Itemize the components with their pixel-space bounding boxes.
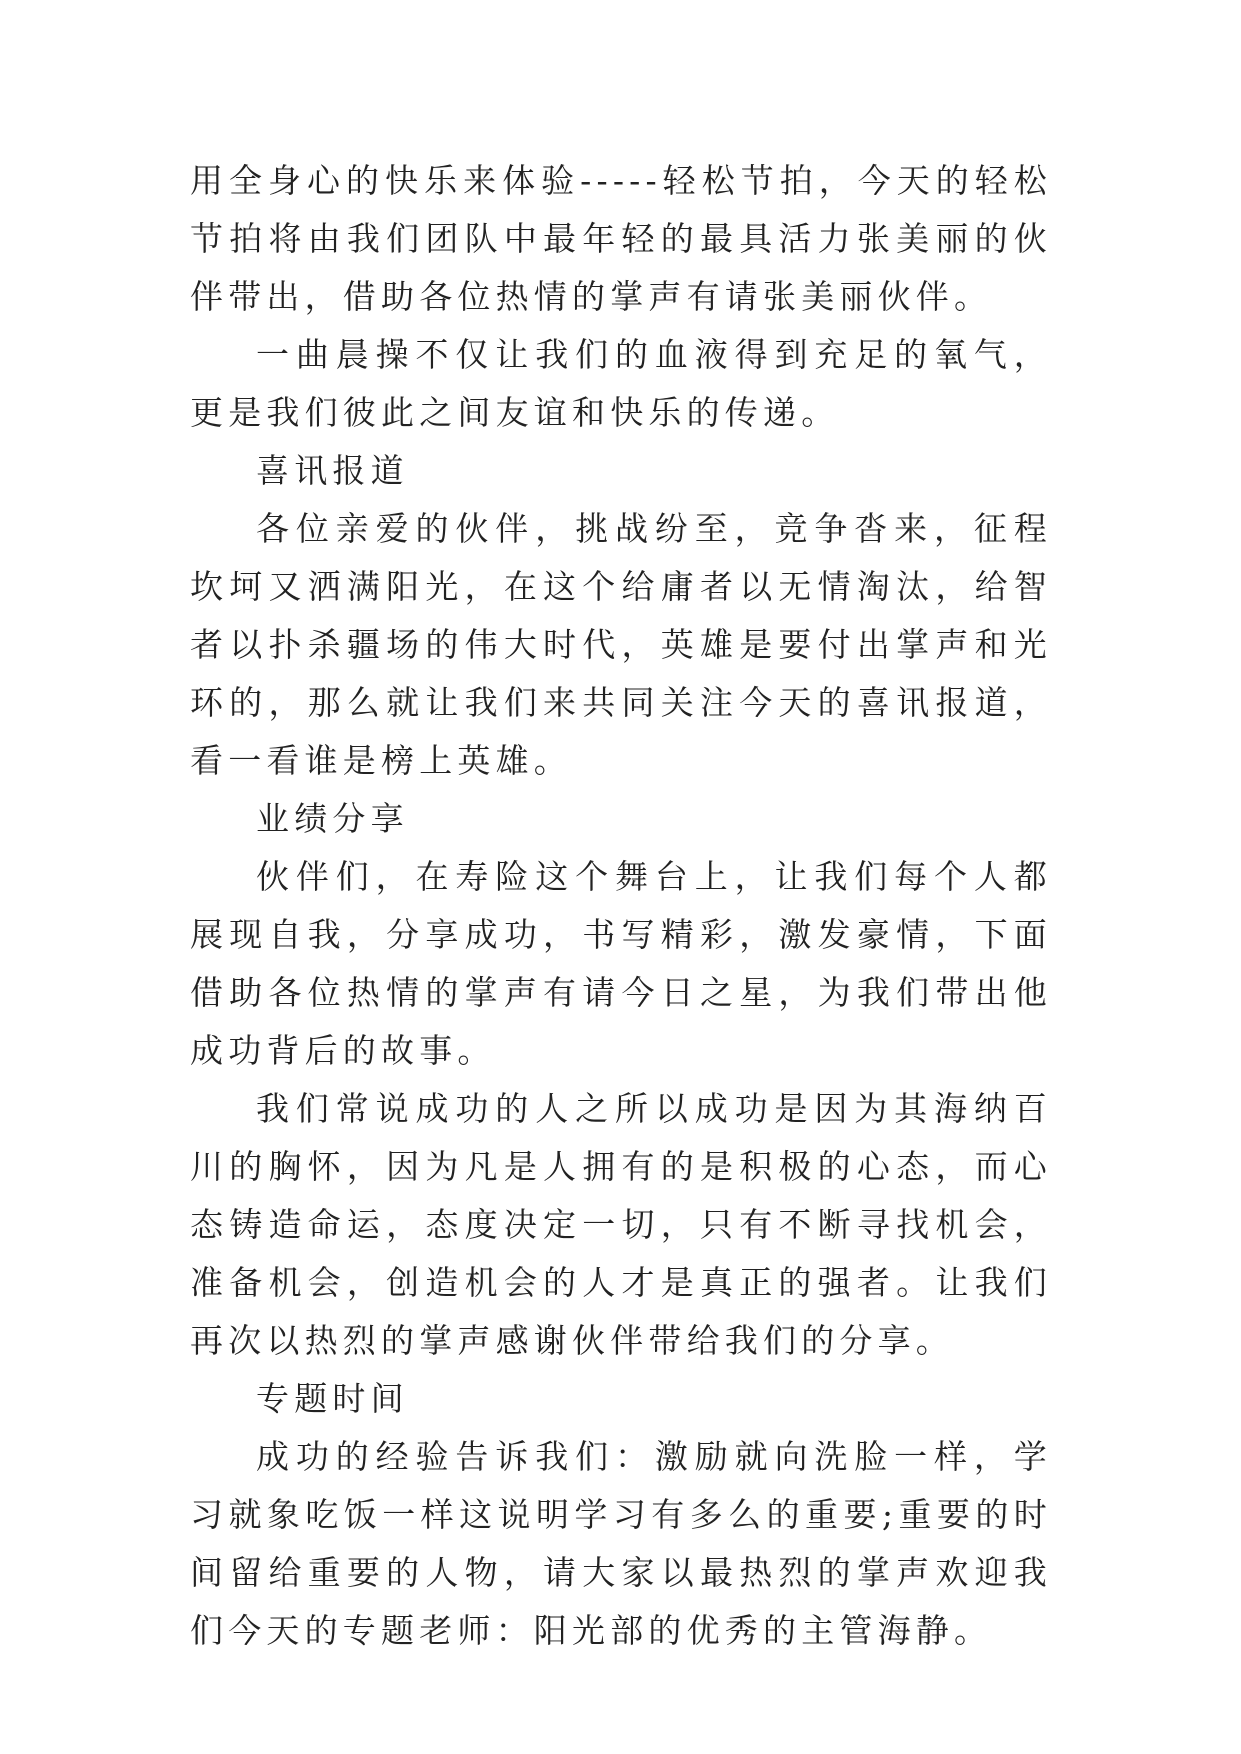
heading-special-topic-time: 专题时间: [256, 1379, 409, 1418]
paragraph-success-mindset: 我们常说成功的人之所以成功是因为其海纳百川的胸怀，因为凡是人拥有的是积极的心态，而心态铸造命运，态度决定一切，只有不断寻找机会，准备机会，创造机会的人才是真正的强者。让我们再次以热烈的掌声感谢伙伴带给我们的分享。: [190, 1089, 1052, 1360]
heading-good-news-report: 喜讯报道: [256, 451, 409, 490]
document-body: [190, 152, 1052, 1660]
heading-performance-sharing: 业绩分享: [256, 799, 409, 838]
paragraph-relaxed-rhythm: 用全身心的快乐来体验-----轻松节拍，今天的轻松节拍将由我们团队中最年轻的最具活力张美丽的伙伴带出，借助各位热情的掌声有请张美丽伙伴。: [190, 161, 1052, 316]
paragraph-performance-sharing: 伙伴们，在寿险这个舞台上，让我们每个人都展现自我，分享成功，书写精彩，激发豪情，下面借助各位热情的掌声有请今日之星，为我们带出他成功背后的故事。: [190, 857, 1052, 1070]
paragraph-good-news: 各位亲爱的伙伴，挑战纷至，竞争沓来，征程坎坷又洒满阳光，在这个给庸者以无情淘汰，给智者以扑杀疆场的伟大时代，英雄是要付出掌声和光环的，那么就让我们来共同关注今天的喜讯报道，看一看谁是榜上英雄。: [190, 509, 1052, 780]
paragraph-morning-exercise: 一曲晨操不仅让我们的血液得到充足的氧气，更是我们彼此之间友谊和快乐的传递。: [190, 335, 1052, 432]
paragraph-special-topic: 成功的经验告诉我们：激励就向洗脸一样，学习就象吃饭一样这说明学习有多么的重要;重要的时间留给重要的人物，请大家以最热烈的掌声欢迎我们今天的专题老师：阳光部的优秀的主管海静。: [190, 1437, 1052, 1650]
